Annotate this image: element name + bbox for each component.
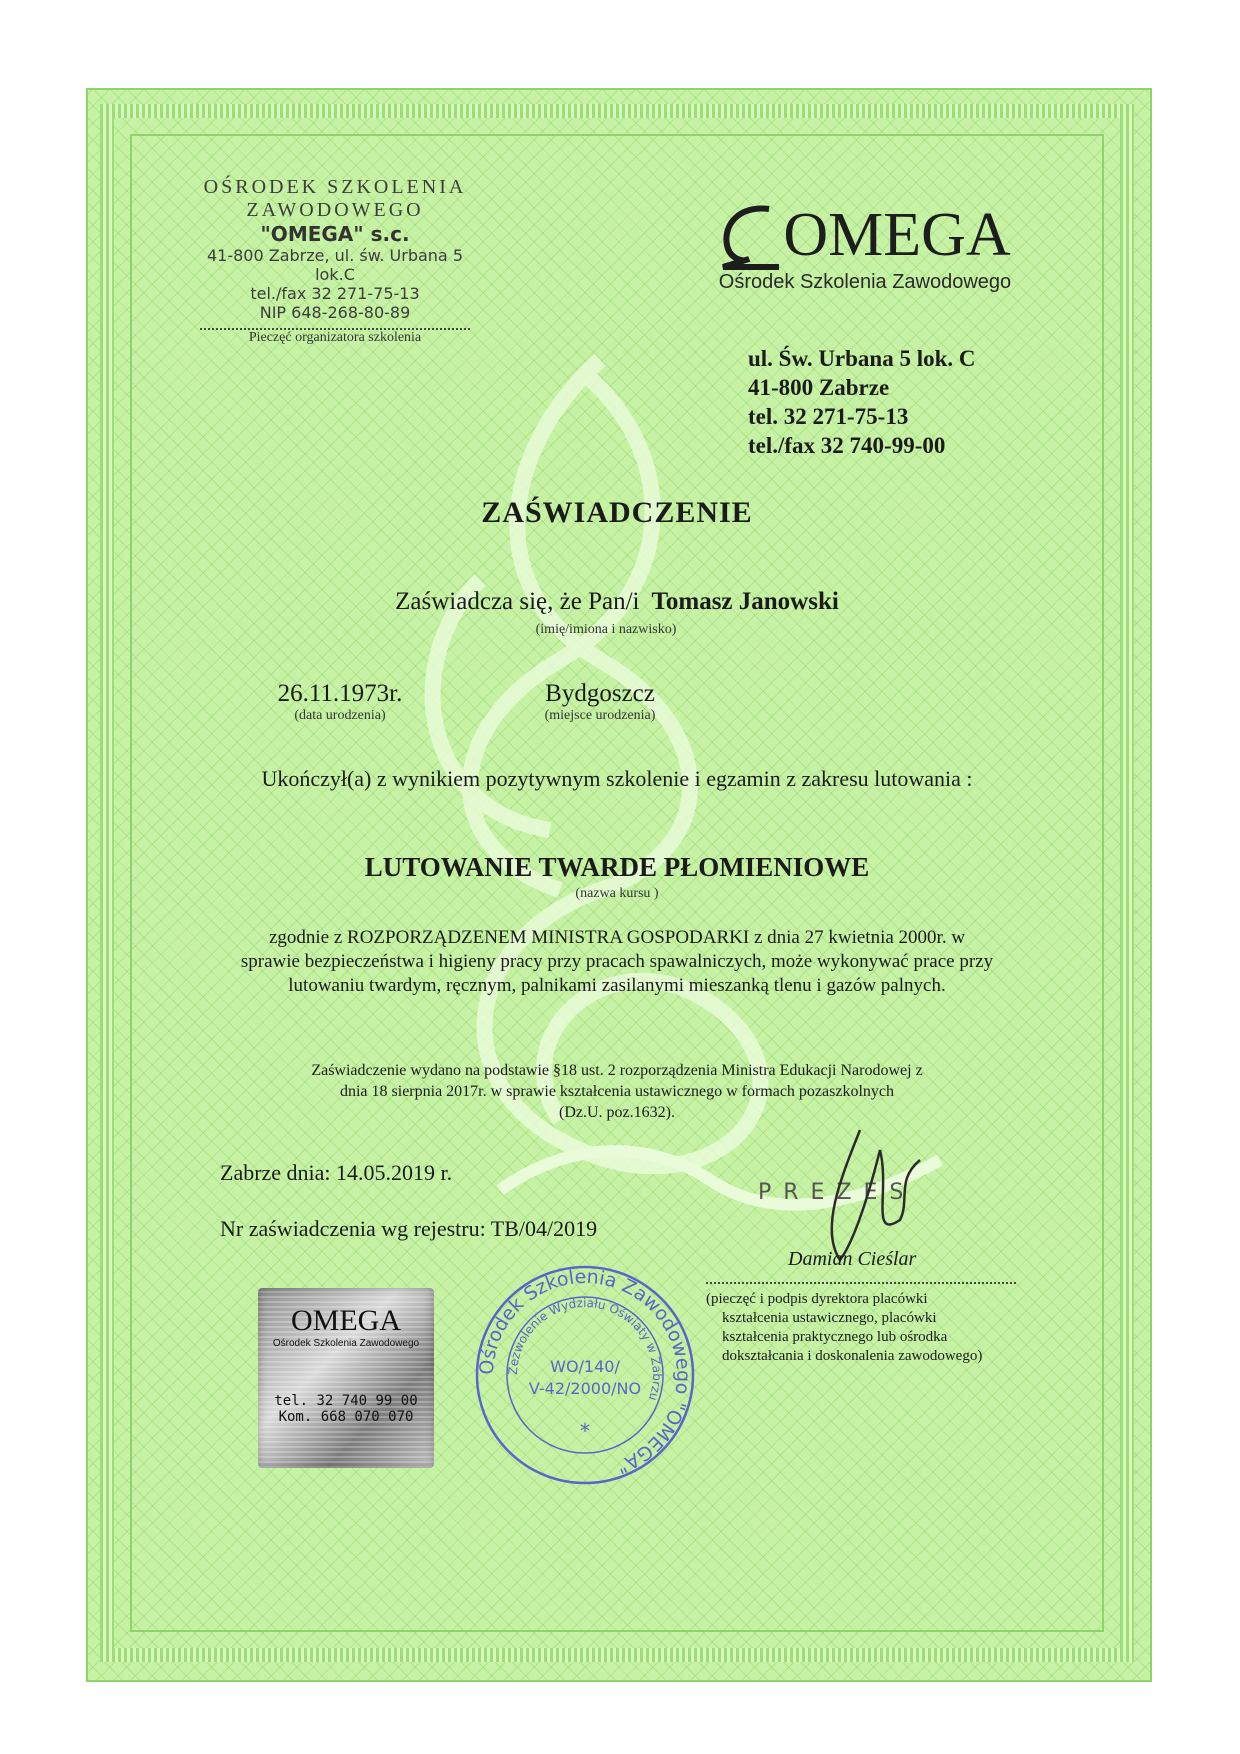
- stamp-line-5: tel./fax 32 271-75-13: [250, 284, 420, 303]
- person-line: [130, 588, 1104, 616]
- logo-subtitle: Ośrodek Szkolenia Zawodowego: [718, 271, 1012, 293]
- signature-caption-2: kształcenia ustawicznego, placówki: [722, 1310, 937, 1326]
- hologram-subtitle: Ośrodek Szkolenia Zawodowego: [272, 1338, 420, 1349]
- hologram-sticker: [258, 1288, 434, 1468]
- address-tel: tel. 32 271-75-13: [748, 404, 909, 429]
- stamp-line-4: 41-800 Zabrze, ul. św. Urbana 5 lok.C: [206, 246, 463, 284]
- round-stamp-code-1: WO/140/: [550, 1357, 620, 1376]
- hologram-tel: tel. 32 740 99 00: [274, 1393, 418, 1409]
- signatory-name: Damian Cieślar: [788, 1248, 917, 1270]
- address-block: [748, 344, 1068, 460]
- signature-caption: [706, 1290, 1036, 1366]
- signature-dotted-line: [706, 1282, 1016, 1284]
- omega-logo-icon: [719, 201, 783, 271]
- round-stamp-star-icon: *: [580, 1419, 590, 1443]
- signature-role: PREZES: [758, 1180, 916, 1205]
- official-round-stamp: [470, 1260, 700, 1490]
- basis-line-3: (Dz.U. poz.1632).: [559, 1104, 675, 1121]
- course-name: LUTOWANIE TWARDE PŁOMIENIOWE: [364, 852, 870, 882]
- legal-text: [180, 926, 1054, 998]
- legal-line-2: sprawie bezpieczeństwa i higieny pracy przy pracach spawalniczych, może wykonywać prace przy: [240, 951, 994, 972]
- stamp-line-1: OŚRODEK SZKOLENIA: [203, 176, 467, 198]
- birth-date-caption: (data urodzenia): [294, 708, 386, 723]
- basis-line-2: dnia 18 sierpnia 2017r. w sprawie kształcenia ustawicznego w formach pozaszkolnych: [339, 1083, 895, 1100]
- signature-caption-4: dokształcania i doskonalenia zawodowego): [722, 1348, 983, 1364]
- birth-place-caption: (miejsce urodzenia): [544, 708, 656, 723]
- birth-date: 26.11.1973r.: [277, 680, 403, 707]
- completed-statement: Ukończył(a) z wynikiem pozytywnym szkolenie i egzamin z zakresu lutowania :: [261, 766, 973, 791]
- organizer-stamp: [190, 176, 480, 346]
- person-lead: Zaświadcza się, że Pan/i: [395, 588, 640, 615]
- round-stamp-graphic: [470, 1260, 700, 1490]
- stamp-line-3: "OMEGA" s.c.: [260, 222, 410, 246]
- legal-line-3: lutowaniu twardym, ręcznym, palnikami zasilanymi mieszanką tlenu i gazów palnych.: [288, 975, 946, 996]
- round-stamp-inner-ring: Zezwolenie Wydziału Oświaty w Zabrzu: [505, 1295, 665, 1403]
- hologram-name: OMEGA: [291, 1304, 401, 1337]
- omega-logo: [700, 200, 1030, 294]
- hologram-kom: Kom. 668 070 070: [278, 1409, 414, 1425]
- basis-text: [200, 1060, 1034, 1123]
- registry-number: Nr zaświadczenia wg rejestru: TB/04/2019: [220, 1216, 598, 1241]
- signature-caption-1: (pieczęć i podpis dyrektora placówki: [706, 1291, 928, 1307]
- signature-caption-3: kształcenia praktycznego lub ośrodka: [722, 1329, 948, 1345]
- address-street: ul. Św. Urbana 5 lok. C: [748, 346, 976, 371]
- course-caption: (nazwa kursu ): [575, 886, 659, 901]
- round-stamp-code-2: V-42/2000/NO: [528, 1379, 642, 1398]
- legal-line-1: zgodnie z ROZPORZĄDZENEM MINISTRA GOSPODARKI z dnia 27 kwietnia 2000r. w: [268, 927, 966, 948]
- basis-line-1: Zaświadczenie wydano na podstawie §18 ust. 2 rozporządzenia Ministra Edukacji Narodowej z: [311, 1062, 923, 1079]
- person-name-caption: (imię/imiona i nazwisko): [535, 622, 677, 637]
- person-name: Tomasz Janowski: [651, 588, 839, 615]
- birth-place: Bydgoszcz: [545, 680, 655, 707]
- stamp-caption: Pieczęć organizatora szkolenia: [248, 330, 422, 345]
- issue-date: Zabrze dnia: 14.05.2019 r.: [220, 1160, 453, 1185]
- stamp-line-6: NIP 648-268-80-89: [259, 303, 411, 322]
- address-telfax: tel./fax 32 740-99-00: [748, 433, 946, 458]
- certificate-title: ZAŚWIADCZENIE: [481, 496, 753, 529]
- logo-name: OMEGA: [783, 201, 1011, 269]
- address-city: 41-800 Zabrze: [748, 375, 890, 400]
- birth-place-block: [510, 680, 690, 724]
- birth-date-block: [260, 680, 420, 724]
- round-stamp-ring: Ośrodek Szkolenia Zawodowego "OMEGA": [475, 1265, 695, 1478]
- stamp-line-2: ZAWODOWEGO: [246, 199, 424, 221]
